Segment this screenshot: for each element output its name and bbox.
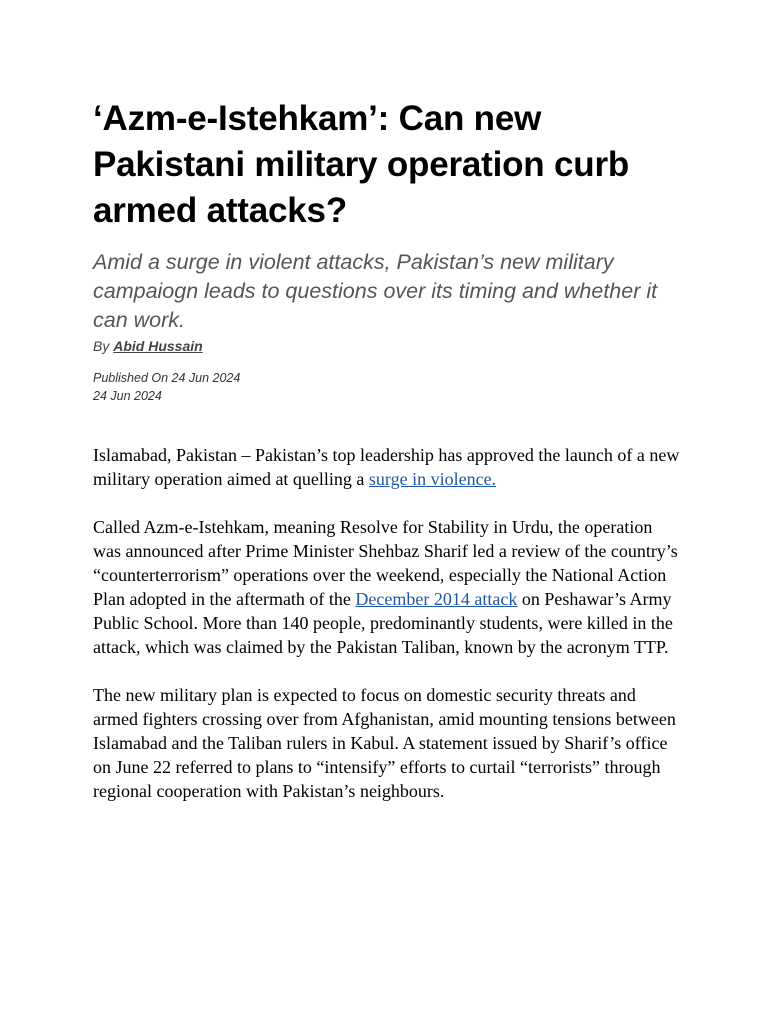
byline: [93, 337, 683, 355]
article: [93, 96, 683, 827]
byline-prefix: By: [93, 338, 110, 354]
surge-in-violence-link[interactable]: surge in violence.: [368, 469, 497, 489]
paragraph-3: The new military plan is expected to focus on domestic security threats and armed fighters crossing over from Afghanistan, amid mounting tensions between Islamabad and the Taliban rulers in Kabul. A statement issued by Sharif’s office on June 22 referred to plans to “intensify” efforts to curtail “terrorists” through regional cooperation with Pakistan’s neighbours.: [93, 685, 676, 801]
paragraph-1-text: Islamabad, Pakistan – Pakistan’s top leadership has approved the launch of a new military operation aimed at quelling a: [93, 445, 680, 489]
article-body: [93, 443, 683, 803]
december-2014-attack-link[interactable]: December 2014 attack: [355, 589, 518, 609]
publish-date: 24 Jun 2024: [93, 389, 162, 403]
paragraph-2: [93, 515, 683, 659]
author-link[interactable]: Abid Hussain: [113, 338, 203, 354]
paragraph-1: [93, 443, 683, 491]
publish-dates: [93, 369, 683, 405]
article-headline: ‘Azm-e-Istehkam’: Can new Pakistani military operation curb armed attacks?: [93, 99, 630, 230]
paragraph-2-tail: on Peshawar’s Army Public School. More than 140 people, predominantly students, were killed in the attack, which was claimed by the Pakistan Taliban, known by the acronym TTP.: [93, 589, 673, 657]
published-on-label: Published On 24 Jun 2024: [93, 371, 241, 385]
paragraph-2-text: Called Azm-e-Istehkam, meaning Resolve for Stability in Urdu, the operation was announced after Prime Minister Shehbaz Sharif led a review of the country’s “counterterrorism” operations over the weekend, especially the National Action Plan adopted in the aftermath of the: [93, 517, 678, 609]
article-standfirst: Amid a surge in violent attacks, Pakistan’s new military campaiogn leads to questions over its timing and whether it can work.: [93, 250, 658, 332]
